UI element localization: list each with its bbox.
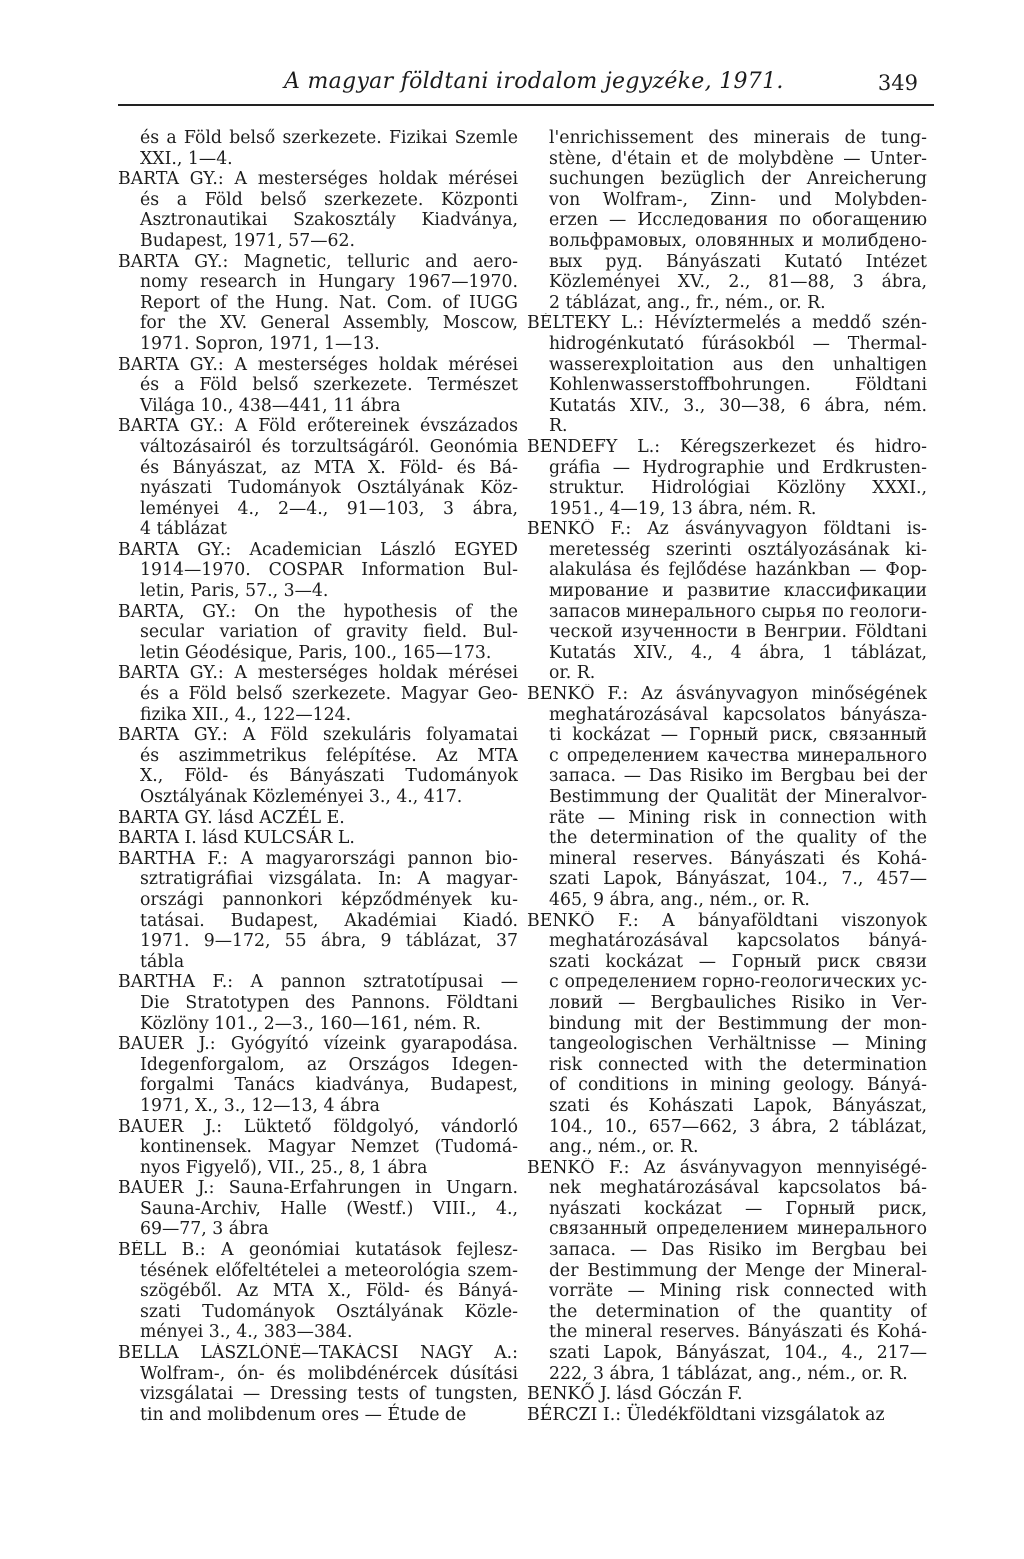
right-column-line: вольфрамовых, оловянных и молибдено-	[549, 230, 927, 251]
right-column-line: vorräte — Mining risk connected with	[549, 1281, 927, 1302]
right-column-line: запасов минерального сырья по геологи-	[549, 601, 927, 622]
right-column-line: 465, 9 ábra, ang., ném., or. R.	[549, 889, 810, 910]
left-column-line: 1914—1970. COSPAR Information Bul-	[140, 560, 518, 581]
left-column-line: Osztályának Közleményei 3., 4., 417.	[140, 787, 463, 807]
left-column-line: forgalmi Tanács kiadványa, Budapest,	[140, 1075, 518, 1096]
right-column-line: the determination of the quality of the	[549, 828, 927, 849]
left-column-line: BARTA GY. lásd ACZÉL E.	[118, 807, 345, 828]
left-column-line: nomy research in Hungary 1967—1970.	[140, 272, 518, 293]
right-column-line: wasserexploitation aus den unhaltigen	[549, 354, 927, 375]
right-column-line: мирование и развитие классификации	[549, 581, 927, 602]
left-column-line: letin Géodésique, Paris, 100., 165—173.	[140, 642, 492, 663]
right-column-line: с определением качества минерального	[549, 745, 927, 766]
right-column-line: von Wolfram-, Zinn- und Molybden-	[549, 189, 927, 210]
left-column-line: BARTA GY.: Academician László EGYED	[118, 539, 518, 560]
left-column-line: for the XV. General Assembly, Moscow,	[140, 313, 518, 334]
left-column-line: X., Föld- és Bányászati Tudományok	[140, 766, 518, 787]
running-title: A magyar földtani irodalom jegyzéke, 1971.	[284, 69, 784, 94]
right-column-line: ловий — Bergbauliches Risiko in Ver-	[549, 992, 927, 1013]
left-column-line: 69—77, 3 ábra	[140, 1219, 269, 1240]
right-column-line: alakulása és fejlődése hazánkban — Фор-	[549, 560, 927, 581]
left-column-line: változásairól és torzultságáról. Geonómia	[140, 436, 518, 457]
right-column-line: ti kockázat — Горный риск, связанный	[549, 725, 927, 746]
right-column-line: or. R.	[549, 663, 596, 684]
left-column-line: 4 táblázat	[140, 519, 227, 540]
left-column-line: tatásai. Budapest, Akadémiai Kiadó.	[140, 910, 518, 931]
right-column-line: 1951., 4—19, 13 ábra, ném. R.	[549, 498, 817, 519]
left-column-line: 1971. Sopron, 1971, 1—13.	[140, 333, 380, 354]
left-column-line: és a Föld belső szerkezete. Központi	[140, 189, 518, 210]
left-column-line: BARTHA F.: A magyarországi pannon bio-	[118, 848, 518, 869]
left-column-line: 1971, X., 3., 12—13, 4 ábra	[140, 1095, 380, 1116]
right-column	[527, 128, 927, 1425]
left-column-line: tábla	[140, 951, 185, 972]
right-column-line: с определением горно-геологических ус-	[549, 972, 927, 993]
right-column-line: szati Lapok, Bányászat, 104., 4., 217—	[549, 1343, 927, 1364]
left-column-line: BAUER J.: Sauna-Erfahrungen in Ungarn.	[118, 1178, 518, 1199]
right-column-line: suchungen bezüglich der Anreicherung	[549, 169, 927, 190]
right-column-line: meghatározásával kapcsolatos bányá-	[549, 931, 927, 952]
left-column-line: Közlöny 101., 2—3., 160—161, ném. R.	[140, 1013, 481, 1034]
left-column-line: BARTA GY.: A mesterséges holdak mérései	[118, 169, 518, 190]
right-column-line: BÉRCZI I.: Üledékföldtani vizsgálatok az	[527, 1404, 885, 1425]
left-column-line: BARTA GY.: A mesterséges holdak mérései	[118, 663, 518, 684]
left-column-line: BAUER J.: Lüktető földgolyó, vándorló	[118, 1116, 518, 1137]
right-column-line: der Bestimmung der Menge der Mineral-	[549, 1260, 927, 1281]
left-column-line: BARTA, GY.: On the hypothesis of the	[118, 601, 518, 622]
left-column-line: XXI., 1—4.	[140, 148, 233, 169]
left-column-line: BARTA GY.: A Föld erőtereinek évszázados	[118, 416, 518, 437]
right-column-line: nyászati kockázat — Горный риск,	[549, 1198, 927, 1219]
left-column-line: és a Föld belső szerkezete. Természet	[140, 375, 518, 396]
right-column-line: gráfia — Hydrographie und Erdkrusten-	[549, 457, 927, 478]
left-column-line: és a Föld belső szerkezete. Fizikai Szemle	[140, 128, 518, 148]
left-column-line: Idegenforgalom, az Országos Idegen-	[140, 1054, 518, 1075]
left-column-line: BELLA LÁSZLÓNÉ—TAKÁCSI NAGY A.:	[118, 1343, 518, 1364]
left-column-line: Die Stratotypen des Pannons. Földtani	[140, 992, 518, 1013]
left-column-line: szögéből. Az MTA X., Föld- és Bányá-	[140, 1281, 518, 1302]
right-column-line: запаса. — Das Risiko im Bergbau bei der	[549, 766, 927, 787]
left-column-line: fizika XII., 4., 122—124.	[140, 704, 352, 725]
left-column-line: országi pannonkori képződmények ku-	[140, 889, 518, 910]
left-column-line: ményei 3., 4., 383—384.	[140, 1322, 353, 1343]
right-column-line: BENKŐ F.: A bányaföldtani viszonyok	[527, 910, 927, 931]
right-column-line: ческой изученности в Венгрии. Földtani	[549, 622, 927, 643]
right-column-line: 2 táblázat, ang., fr., ném., or. R.	[549, 292, 826, 313]
right-column-line: Kohlenwasserstoffbohrungen. Földtani	[549, 375, 927, 396]
right-column-line: Közleményei XV., 2., 81—88, 3 ábra,	[549, 272, 927, 293]
right-column-line: BÉLTEKY L.: Hévíztermelés a meddő szén-	[527, 313, 927, 334]
right-column-line: l'enrichissement des minerais de tung-	[549, 128, 927, 148]
left-column	[118, 128, 518, 1425]
right-column-line: the mineral reserves. Bányászati és Kohá-	[549, 1322, 927, 1343]
right-column-line: запаса. — Das Risiko im Bergbau bei	[549, 1240, 927, 1261]
left-column-line: BARTA GY.: A mesterséges holdak mérései	[118, 354, 518, 375]
page-header	[118, 66, 934, 106]
left-column-line: Report of the Hung. Nat. Com. of IUGG	[140, 292, 518, 313]
left-column-line: BARTHA F.: A pannon sztratotípusai —	[118, 972, 518, 993]
right-column-line: BENDEFY L.: Kéregszerkezet és hidro-	[527, 436, 927, 457]
left-column-line: tin and molibdenum ores — Étude de	[140, 1404, 467, 1425]
right-column-line: Kutatás XIV., 4., 4 ábra, 1 táblázat,	[549, 642, 927, 663]
right-column-line: R.	[549, 416, 568, 437]
left-column-line: BARTA I. lásd KULCSÁR L.	[118, 828, 355, 849]
right-column-line: meghatározásával kapcsolatos bányásza-	[549, 704, 927, 725]
right-column-line: bindung mit der Bestimmung der mon-	[549, 1013, 927, 1034]
right-column-line: BENKŐ J. lásd Góczán F.	[527, 1384, 743, 1405]
right-column-line: вых руд. Bányászati Kutató Intézet	[549, 251, 927, 272]
page-number: 349	[877, 71, 918, 95]
right-column-line: szati kockázat — Горный риск связи	[549, 951, 927, 972]
left-column-line: BARTA GY.: A Föld szekuláris folyamatai	[118, 725, 518, 746]
left-column-line: leményei 4., 2—4., 91—103, 3 ábra,	[140, 498, 518, 519]
right-column-line: 104., 10., 657—662, 3 ábra, 2 táblázat,	[549, 1116, 927, 1137]
left-column-line: secular variation of gravity field. Bul-	[140, 622, 518, 643]
right-column-line: meretesség szerinti osztályozásának ki-	[549, 539, 927, 560]
left-column-line: nyos Figyelő), VII., 25., 8, 1 ábra	[140, 1157, 428, 1178]
left-column-line: BARTA GY.: Magnetic, telluric and aero-	[118, 251, 518, 272]
left-column-line: Világa 10., 438—441, 11 ábra	[140, 395, 401, 416]
left-column-line: BAUER J.: Gyógyító vízeink gyarapodása.	[118, 1034, 518, 1055]
left-column-line: szati Tudományok Osztályának Közle-	[140, 1301, 518, 1322]
right-column-line: the determination of the quantity of	[549, 1301, 927, 1322]
left-column-line: Budapest, 1971, 57—62.	[140, 230, 356, 251]
left-column-line: letin, Paris, 57., 3—4.	[140, 581, 329, 602]
left-column-line: Wolfram-, ón- és molibdénércek dúsítási	[140, 1363, 518, 1384]
right-column-line: BENKŐ F.: Az ásványvagyon földtani is-	[527, 519, 927, 540]
left-column-line: 1971. 9—172, 55 ábra, 9 táblázat, 37	[140, 931, 518, 952]
right-column-line: erzen — Исследования по обогащению	[549, 210, 927, 231]
left-column-line: sztratigráfiai vizsgálata. In: A magyar-	[140, 869, 518, 890]
right-column-line: Kutatás XIV., 3., 30—38, 6 ábra, ném.	[549, 395, 927, 416]
right-column-line: связанный определением минерального	[549, 1219, 927, 1240]
right-column-line: mineral reserves. Bányászati és Kohá-	[549, 848, 927, 869]
right-column-line: BENKŐ F.: Az ásványvagyon minőségének	[527, 684, 927, 705]
left-column-line: BÉLL B.: A geonómiai kutatások fejlesz-	[118, 1240, 518, 1261]
left-column-line: kontinensek. Magyar Nemzet (Tudomá-	[140, 1137, 518, 1158]
right-column-line: 222, 3 ábra, 1 táblázat, ang., ném., or. R.	[549, 1363, 908, 1384]
right-column-line: ang., ném., or. R.	[549, 1137, 699, 1158]
left-column-line: Asztronautikai Szakosztály Kiadványa,	[140, 210, 518, 231]
left-column-line: nyászati Tudományok Osztályának Köz-	[140, 478, 518, 499]
right-column-line: szati Lapok, Bányászat, 104., 7., 457—	[549, 869, 927, 890]
right-column-line: stène, d'étain et de molybdène — Unter-	[549, 148, 927, 169]
left-column-line: Sauna-Archiv, Halle (Westf.) VIII., 4.,	[140, 1198, 518, 1219]
left-column-line: vizsgálatai — Dressing tests of tungsten,	[140, 1384, 518, 1405]
right-column-line: hidrogénkutató fúrásokból — Thermal-	[549, 333, 927, 354]
left-column-line: és a Föld belső szerkezete. Magyar Geo-	[140, 684, 518, 705]
right-column-line: szati és Kohászati Lapok, Bányászat,	[549, 1095, 927, 1116]
right-column-line: risk connected with the determination	[549, 1054, 927, 1075]
right-column-line: tangeologischen Verhältnisse — Mining	[549, 1034, 927, 1055]
right-column-line: struktur. Hidrológiai Közlöny XXXI.,	[549, 478, 927, 499]
left-column-line: tésének előfeltételei a meteorológia szem-	[140, 1260, 518, 1281]
left-column-line: és Bányászat, az MTA X. Föld- és Bá-	[140, 457, 518, 478]
right-column-line: nek meghatározásával kapcsolatos bá-	[549, 1178, 927, 1199]
right-column-line: of conditions in mining geology. Bányá-	[549, 1075, 927, 1096]
left-column-line: és aszimmetrikus felépítése. Az MTA	[140, 745, 518, 766]
right-column-line: Bestimmung der Qualität der Mineralvor-	[549, 787, 927, 807]
right-column-line: räte — Mining risk in connection with	[549, 807, 927, 828]
right-column-line: BENKŐ F.: Az ásványvagyon mennyiségé-	[527, 1157, 927, 1178]
